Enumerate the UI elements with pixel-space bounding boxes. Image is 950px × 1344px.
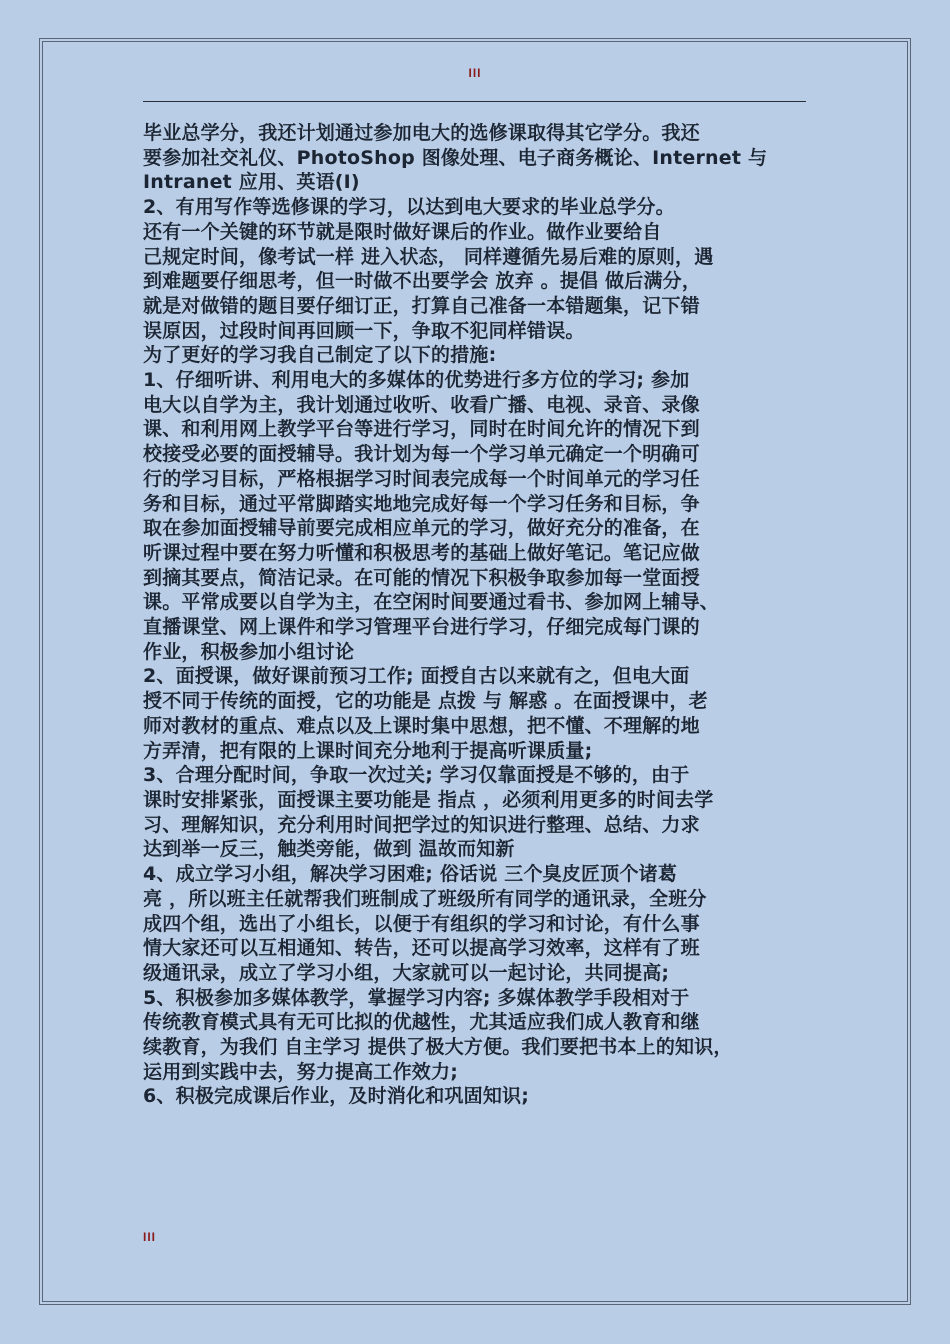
paragraph: 6、积极完成课后作业，及时消化和巩固知识; <box>143 1085 530 1108</box>
paragraph: 毕业总学分，我还计划通过参加电大的选修课取得其它学分。我还 要参加社交礼仪、PhotoShop 图像处理、电子商务概论、Internet 与 Intranet 应用、英语(I) <box>143 122 768 194</box>
paragraph: 2、有用写作等选修课的学习，以达到电大要求的毕业总学分。 <box>143 196 675 219</box>
footer-mark: III <box>143 1230 157 1244</box>
paragraph: 4、成立学习小组，解决学习困难; 俗话说 三个臭皮匠顶个诸葛 亮 ，所以班主任就帮我们班制成了班级所有同学的通讯录，全班分 成四个组，选出了小组长，以便于有组织的学习和讨论，有什么事 情大家还可以互相通知、转告，还可以提高学习效率，这样有了班 级通讯录，成立了学习小组，大家就可以一起讨论，共同提高; <box>143 863 707 984</box>
paragraph: 还有一个关键的环节就是限时做好课后的作业。做作业要给自 己规定时间，像考试一样 进入状态， 同样遵循先易后难的原则，遇 到难题要仔细思考，但一时做不出要学会 放弃 。提倡 做后满分， 就是对做错的题目要仔细订正，打算自己准备一本错题集，记下错 误原因，过段时间再回顾一下，争取不犯同样错误。 <box>143 220 714 342</box>
document-body <box>143 121 823 1109</box>
header-rule <box>143 101 806 102</box>
paragraph: 5、积极参加多媒体教学，掌握学习内容; 多媒体教学手段相对于 传统教育模式具有无可比拟的优越性，尤其适应我们成人教育和继 续教育，为我们 自主学习 提供了极大方便。我们要把书本上的知识， 运用到实践中去，努力提高工作效力; <box>143 986 733 1083</box>
header-mark: III <box>468 66 482 80</box>
paragraph: 为了更好的学习我自己制定了以下的措施: <box>143 344 497 367</box>
paragraph: 1、仔细听讲、利用电大的多媒体的优势进行多方位的学习; 参加 电大以自学为主，我计划通过收听、收看广播、电视、录音、录像 课、和利用网上教学平台等进行学习，同时在时间允许的情况下到 校接受必要的面授辅导。我计划为每一个学习单元确定一个明确可 行的学习目标，严格根据学习时间表完成每一个时间单元的学习任 务和目标，通过平常脚踏实地地完成好每一个学习任务和目标，争 取在参加面授辅导前要完成相应单元的学习，做好充分的准备，在 听课过程中要在努力听懂和积极思考的基础上做好笔记。笔记应做 到摘其要点，简洁记录。在可能的情况下积极争取参加每一堂面授 课。平常成要以自学为主，在空闲时间要通过看书、参加网上辅导、 直播课堂、网上课件和学习管理平台进行学习，仔细完成每门课的 作业，积极参加小组讨论 <box>143 369 720 663</box>
paragraph: 3、合理分配时间，争取一次过关; 学习仅靠面授是不够的，由于 课时安排紧张，面授课主要功能是 指点 ，必须利用更多的时间去学 习、理解知识，充分利用时间把学过的知识进行整理、总结、力求 达到举一反三，触类旁能，做到 温故而知新 <box>143 764 714 861</box>
paragraph: 2、面授课，做好课前预习工作; 面授自古以来就有之，但电大面 授不同于传统的面授，它的功能是 点拨 与 解惑 。在面授课中，老 师对教材的重点、难点以及上课时集中思想，把不懂、不理解的地 方弄清，把有限的上课时间充分地利于提高听课质量; <box>143 665 708 762</box>
